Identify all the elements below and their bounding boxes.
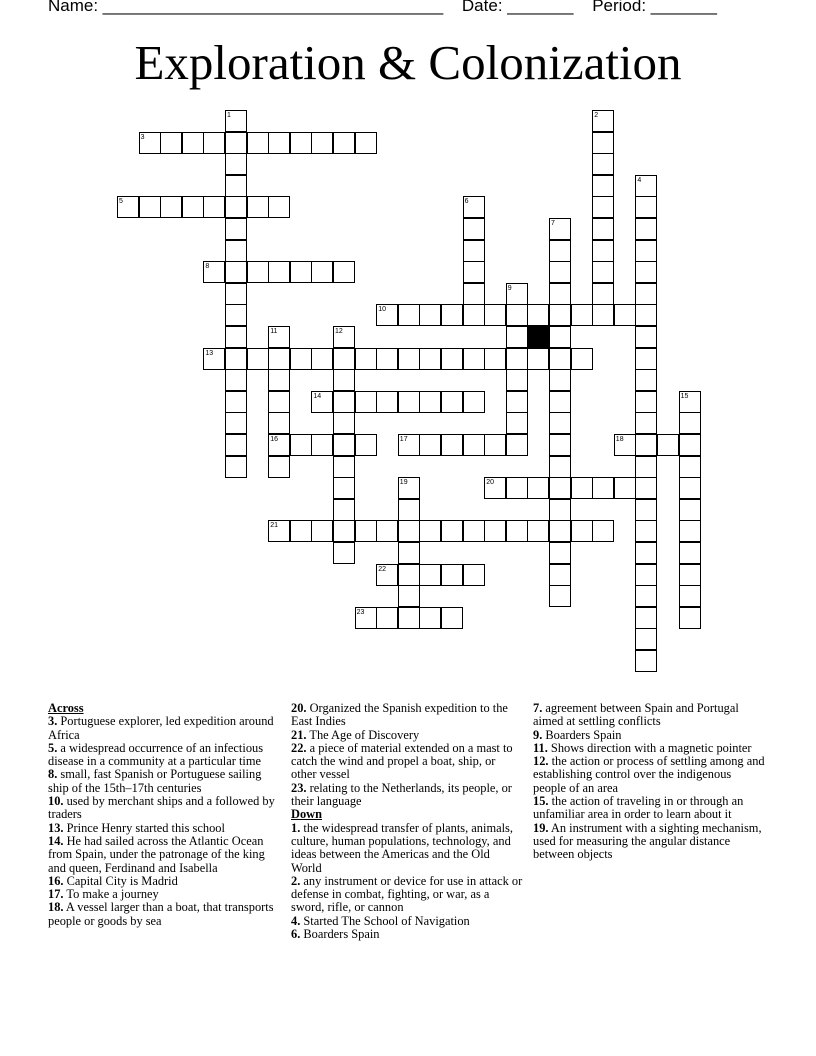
clue-text: small, fast Spanish or Portuguese sailing ship of the 15th–17th centuries bbox=[48, 767, 262, 795]
across-clue bbox=[48, 888, 280, 901]
crossword-cell[interactable] bbox=[506, 391, 528, 413]
clue-number: 7. bbox=[533, 701, 543, 715]
clue-number: 21. bbox=[291, 727, 307, 742]
clues-column-2 bbox=[291, 702, 523, 941]
crossword-cell[interactable] bbox=[592, 304, 614, 326]
across-clue bbox=[48, 795, 280, 822]
clue-number-9: 9 bbox=[507, 284, 512, 292]
crossword-cell[interactable] bbox=[355, 520, 377, 542]
crossword-cell[interactable] bbox=[419, 520, 441, 542]
crossword-cell[interactable] bbox=[333, 542, 355, 564]
clue-text: used by merchant ships and a followed by traders bbox=[48, 794, 275, 822]
crossword-cell[interactable] bbox=[614, 304, 636, 326]
crossword-cell[interactable] bbox=[225, 240, 247, 262]
crossword-cell[interactable] bbox=[333, 434, 355, 456]
crossword-cell[interactable] bbox=[592, 520, 614, 542]
clue-text: the action or process of settling among and establishing control over the indigenous people of an area bbox=[533, 754, 765, 795]
crossword-cell[interactable] bbox=[311, 348, 333, 370]
crossword-cell[interactable] bbox=[398, 564, 420, 586]
crossword-cell[interactable] bbox=[635, 326, 657, 348]
crossword-cell[interactable] bbox=[419, 434, 441, 456]
crossword-cell[interactable] bbox=[614, 477, 636, 499]
crossword-cell[interactable] bbox=[355, 434, 377, 456]
crossword-cell[interactable] bbox=[635, 456, 657, 478]
crossword-cell[interactable] bbox=[268, 196, 290, 218]
crossword-cell[interactable] bbox=[419, 607, 441, 629]
clue-number: 4. bbox=[291, 913, 301, 928]
clue-number-12: 12 bbox=[335, 328, 343, 335]
crossword-cell[interactable] bbox=[506, 326, 528, 348]
crossword-cell[interactable] bbox=[225, 412, 247, 434]
crossword-cell[interactable] bbox=[247, 132, 269, 154]
crossword-cell[interactable] bbox=[592, 261, 614, 283]
clue-text: A vessel larger than a boat, that transports people or goods by sea bbox=[48, 900, 274, 928]
down-clue bbox=[291, 875, 523, 915]
clue-text: To make a journey bbox=[66, 887, 159, 902]
clue-number: 2. bbox=[291, 873, 301, 888]
crossword-cell[interactable] bbox=[484, 520, 506, 542]
crossword-cell[interactable] bbox=[506, 477, 528, 499]
crossword-cell[interactable] bbox=[333, 499, 355, 521]
crossword-cell[interactable] bbox=[398, 520, 420, 542]
crossword-cell[interactable] bbox=[225, 261, 247, 283]
crossword-cell[interactable] bbox=[333, 369, 355, 391]
crossword-cell[interactable] bbox=[635, 564, 657, 586]
crossword-cell[interactable] bbox=[679, 564, 701, 586]
clue-number: 17. bbox=[48, 887, 64, 902]
clue-number: 8. bbox=[48, 767, 58, 782]
crossword-cell[interactable] bbox=[549, 240, 571, 262]
across-clue bbox=[48, 742, 280, 769]
crossword-cell[interactable] bbox=[592, 477, 614, 499]
crossword-cell[interactable] bbox=[398, 585, 420, 607]
crossword-cell[interactable] bbox=[679, 607, 701, 629]
clue-text: Shows direction with a magnetic pointer bbox=[550, 740, 752, 755]
crossword-cell[interactable] bbox=[506, 520, 528, 542]
crossword-cell[interactable] bbox=[225, 434, 247, 456]
clue-number-17: 17 bbox=[399, 436, 408, 443]
down-clue bbox=[533, 795, 765, 822]
crossword-cell[interactable] bbox=[441, 607, 463, 629]
crossword-cell[interactable] bbox=[441, 520, 463, 542]
crossword-cell[interactable] bbox=[268, 261, 290, 283]
clue-number: 6. bbox=[291, 927, 301, 942]
crossword-cell[interactable] bbox=[398, 391, 420, 413]
crossword-cell[interactable] bbox=[398, 607, 420, 629]
page-title: Exploration & Colonization bbox=[134, 35, 682, 90]
clue-number-8: 8 bbox=[205, 263, 210, 271]
crossword-cell[interactable] bbox=[635, 240, 657, 262]
across-clue bbox=[48, 901, 280, 928]
crossword-cell[interactable] bbox=[290, 132, 312, 154]
crossword-black-square bbox=[527, 326, 549, 348]
across-heading: Across bbox=[48, 701, 84, 715]
crossword-cell[interactable] bbox=[463, 434, 485, 456]
clue-text: agreement between Spain and Portugal aimed at settling conflicts bbox=[533, 701, 739, 729]
clue-number: 9. bbox=[533, 727, 543, 742]
clue-number: 20. bbox=[291, 701, 307, 715]
crossword-cell[interactable] bbox=[225, 326, 247, 348]
across-clue bbox=[291, 782, 523, 809]
clue-number: 23. bbox=[291, 780, 307, 795]
crossword-cell[interactable] bbox=[679, 477, 701, 499]
date-field-label[interactable]: Date: _______ bbox=[461, 0, 574, 15]
crossword-cell[interactable] bbox=[549, 564, 571, 586]
crossword-cell[interactable] bbox=[635, 650, 657, 672]
crossword-cell[interactable] bbox=[311, 132, 333, 154]
crossword-cell[interactable] bbox=[549, 520, 571, 542]
crossword-cell[interactable] bbox=[311, 520, 333, 542]
crossword-cell[interactable] bbox=[679, 542, 701, 564]
clue-number: 10. bbox=[48, 794, 64, 809]
crossword-cell[interactable] bbox=[549, 456, 571, 478]
crossword-cell[interactable] bbox=[139, 196, 161, 218]
clue-number: 13. bbox=[48, 820, 64, 835]
clue-number: 15. bbox=[533, 794, 549, 809]
crossword-cell[interactable] bbox=[635, 628, 657, 650]
crossword-cell[interactable] bbox=[549, 499, 571, 521]
down-clue bbox=[533, 729, 765, 742]
crossword-cell[interactable] bbox=[225, 132, 247, 154]
crossword-cell[interactable] bbox=[419, 304, 441, 326]
crossword-cell[interactable] bbox=[398, 542, 420, 564]
crossword-cell[interactable] bbox=[376, 391, 398, 413]
clue-number: 19. bbox=[533, 820, 549, 835]
clue-number-14: 14 bbox=[313, 392, 322, 400]
crossword-cell[interactable] bbox=[549, 477, 571, 499]
down-heading: Down bbox=[291, 807, 322, 822]
clue-text: Boarders Spain bbox=[545, 727, 622, 742]
crossword-cell[interactable] bbox=[549, 326, 571, 348]
crossword-cell[interactable] bbox=[635, 369, 657, 391]
clue-number-21: 21 bbox=[270, 522, 278, 530]
crossword-cell[interactable] bbox=[398, 348, 420, 370]
crossword-cell[interactable] bbox=[679, 520, 701, 542]
crossword-cell[interactable] bbox=[463, 261, 485, 283]
crossword-cell[interactable] bbox=[463, 348, 485, 370]
clue-number: 5. bbox=[48, 740, 58, 755]
crossword-cell[interactable] bbox=[419, 564, 441, 586]
crossword-cell[interactable] bbox=[268, 369, 290, 391]
clue-number: 12. bbox=[533, 754, 549, 769]
crossword-cell[interactable] bbox=[571, 477, 593, 499]
crossword-cell[interactable] bbox=[484, 434, 506, 456]
crossword-cell[interactable] bbox=[333, 132, 355, 154]
clue-number-22: 22 bbox=[378, 565, 386, 573]
crossword-cell[interactable] bbox=[203, 196, 225, 218]
across-clue bbox=[48, 835, 280, 875]
crossword-cell[interactable] bbox=[463, 520, 485, 542]
crossword-cell[interactable] bbox=[463, 218, 485, 240]
across-clue bbox=[48, 822, 280, 835]
crossword-cell[interactable] bbox=[182, 132, 204, 154]
clue-text: Started The School of Navigation bbox=[303, 913, 470, 928]
crossword-cell[interactable] bbox=[333, 477, 355, 499]
crossword-cell[interactable] bbox=[225, 218, 247, 240]
crossword-cell[interactable] bbox=[527, 520, 549, 542]
crossword-cell[interactable] bbox=[290, 434, 312, 456]
crossword-cell[interactable] bbox=[679, 499, 701, 521]
crossword-cell[interactable] bbox=[635, 434, 657, 456]
crossword-cell[interactable] bbox=[679, 585, 701, 607]
across-clue bbox=[48, 875, 280, 888]
crossword-cell[interactable] bbox=[679, 434, 701, 456]
down-clue bbox=[533, 742, 765, 755]
crossword-cell[interactable] bbox=[333, 348, 355, 370]
crossword-cell[interactable] bbox=[355, 132, 377, 154]
clue-text: The Age of Discovery bbox=[309, 727, 420, 742]
crossword-cell[interactable] bbox=[333, 520, 355, 542]
clue-number-16: 16 bbox=[270, 436, 278, 443]
clue-text: Portuguese explorer, led expedition around Africa bbox=[48, 714, 274, 742]
clue-text: He had sailed across the Atlantic Ocean from Spain, under the patronage of the king and queen, Ferdinand and Isabella bbox=[48, 833, 265, 875]
crossword-cell[interactable] bbox=[203, 132, 225, 154]
clue-number: 3. bbox=[48, 714, 58, 729]
clue-text: Boarders Spain bbox=[303, 927, 380, 942]
crossword-cell[interactable] bbox=[527, 348, 549, 370]
crossword-cell[interactable] bbox=[290, 520, 312, 542]
crossword-cell[interactable] bbox=[527, 477, 549, 499]
crossword-cell[interactable] bbox=[268, 348, 290, 370]
crossword-cell[interactable] bbox=[225, 391, 247, 413]
crossword-cell[interactable] bbox=[484, 348, 506, 370]
down-clue bbox=[533, 702, 765, 729]
clue-text: the widespread transfer of plants, animals, culture, human populations, technology, and ideas between the Americas and the Old World bbox=[291, 820, 513, 875]
clue-number-4: 4 bbox=[637, 176, 642, 184]
crossword-cell[interactable] bbox=[635, 261, 657, 283]
crossword-cell[interactable] bbox=[463, 304, 485, 326]
across-clue bbox=[291, 742, 523, 782]
crossword-cell[interactable] bbox=[635, 477, 657, 499]
clue-number-1: 1 bbox=[227, 112, 231, 119]
clue-number: 22. bbox=[291, 740, 307, 755]
crossword-cell[interactable] bbox=[225, 304, 247, 326]
crossword-cell[interactable] bbox=[311, 434, 333, 456]
across-clue bbox=[291, 702, 523, 729]
crossword-cell[interactable] bbox=[549, 412, 571, 434]
crossword-cell[interactable] bbox=[376, 348, 398, 370]
crossword-cell[interactable] bbox=[160, 132, 182, 154]
crossword-cell[interactable] bbox=[268, 456, 290, 478]
crossword-cell[interactable] bbox=[290, 348, 312, 370]
clue-number-3: 3 bbox=[140, 133, 145, 141]
crossword-cell[interactable] bbox=[355, 348, 377, 370]
crossword-cell[interactable] bbox=[635, 196, 657, 218]
crossword-cell[interactable] bbox=[268, 391, 290, 413]
crossword-cell[interactable] bbox=[376, 607, 398, 629]
crossword-cell[interactable] bbox=[549, 391, 571, 413]
crossword-cell[interactable] bbox=[225, 153, 247, 175]
period-field-label[interactable]: Period: _______ bbox=[592, 0, 717, 15]
clue-text: Organized the Spanish expedition to the East Indies bbox=[291, 701, 508, 729]
crossword-cell[interactable] bbox=[333, 391, 355, 413]
crossword-cell[interactable] bbox=[441, 434, 463, 456]
crossword-cell[interactable] bbox=[419, 348, 441, 370]
crossword-cell[interactable] bbox=[549, 261, 571, 283]
crossword-cell[interactable] bbox=[333, 412, 355, 434]
crossword-cell[interactable] bbox=[635, 542, 657, 564]
crossword-cell[interactable] bbox=[592, 283, 614, 305]
crossword-cell[interactable] bbox=[182, 196, 204, 218]
crossword-cell[interactable] bbox=[311, 261, 333, 283]
crossword-cell[interactable] bbox=[635, 499, 657, 521]
crossword-cell[interactable] bbox=[549, 542, 571, 564]
crossword-cell[interactable] bbox=[679, 412, 701, 434]
crossword-cell[interactable] bbox=[571, 304, 593, 326]
crossword-cell[interactable] bbox=[592, 240, 614, 262]
crossword-cell[interactable] bbox=[635, 348, 657, 370]
crossword-cell[interactable] bbox=[333, 261, 355, 283]
clue-number-23: 23 bbox=[356, 608, 365, 616]
crossword-cell[interactable] bbox=[549, 304, 571, 326]
crossword-cell[interactable] bbox=[592, 153, 614, 175]
across-clue bbox=[48, 768, 280, 795]
crossword-cell[interactable] bbox=[376, 520, 398, 542]
crossword-cell[interactable] bbox=[549, 348, 571, 370]
clue-text: Capital City is Madrid bbox=[66, 873, 178, 888]
crossword-cell[interactable] bbox=[657, 434, 679, 456]
clue-text: An instrument with a sighting mechanism, used for measuring the angular distance between objects bbox=[533, 820, 762, 862]
crossword-cell[interactable] bbox=[441, 564, 463, 586]
clue-number: 1. bbox=[291, 820, 301, 835]
crossword-cell[interactable] bbox=[549, 585, 571, 607]
crossword-cell[interactable] bbox=[506, 304, 528, 326]
crossword-cell[interactable] bbox=[463, 391, 485, 413]
crossword-cell[interactable] bbox=[463, 564, 485, 586]
crossword-cell[interactable] bbox=[506, 434, 528, 456]
crossword-cell[interactable] bbox=[592, 175, 614, 197]
crossword-cell[interactable] bbox=[225, 348, 247, 370]
crossword-cell[interactable] bbox=[635, 304, 657, 326]
name-field-label[interactable]: Name: ____________________________________ bbox=[48, 0, 444, 15]
crossword-cell[interactable] bbox=[398, 304, 420, 326]
clue-number-15: 15 bbox=[680, 392, 689, 400]
crossword-cell[interactable] bbox=[592, 218, 614, 240]
down-clue bbox=[533, 822, 765, 862]
crossword-cell[interactable] bbox=[463, 283, 485, 305]
clue-number: 16. bbox=[48, 873, 64, 888]
crossword-cell[interactable] bbox=[592, 196, 614, 218]
crossword-cell[interactable] bbox=[290, 261, 312, 283]
down-clue bbox=[291, 915, 523, 928]
clue-number-20: 20 bbox=[486, 479, 494, 487]
clues-column-3 bbox=[533, 702, 765, 862]
down-clue bbox=[533, 755, 765, 795]
crossword-cell[interactable] bbox=[247, 261, 269, 283]
clue-text: Prince Henry started this school bbox=[66, 820, 225, 835]
clue-number-18: 18 bbox=[615, 436, 624, 443]
crossword-cell[interactable] bbox=[635, 412, 657, 434]
clue-number: 18. bbox=[48, 900, 64, 915]
crossword-cell[interactable] bbox=[160, 196, 182, 218]
clue-number-7: 7 bbox=[551, 220, 555, 227]
down-clue bbox=[291, 928, 523, 941]
clues-column-1 bbox=[48, 702, 280, 928]
clue-number: 14. bbox=[48, 833, 64, 848]
crossword-cell[interactable] bbox=[225, 369, 247, 391]
crossword-cell[interactable] bbox=[441, 304, 463, 326]
clue-number-19: 19 bbox=[399, 479, 408, 487]
crossword-cell[interactable] bbox=[247, 348, 269, 370]
crossword-cell[interactable] bbox=[635, 283, 657, 305]
crossword-cell[interactable] bbox=[506, 348, 528, 370]
crossword-cell[interactable] bbox=[506, 412, 528, 434]
clue-number-13: 13 bbox=[205, 349, 214, 357]
clue-text: a piece of material extended on a mast to catch the wind and propel a boat, ship, or other vessel bbox=[291, 740, 513, 782]
crossword-cell[interactable] bbox=[571, 520, 593, 542]
clue-number-10: 10 bbox=[378, 306, 386, 314]
clue-number-5: 5 bbox=[119, 198, 123, 206]
crossword-cell[interactable] bbox=[333, 456, 355, 478]
crossword-cell[interactable] bbox=[247, 196, 269, 218]
crossword-cell[interactable] bbox=[549, 434, 571, 456]
crossword-cell[interactable] bbox=[592, 132, 614, 154]
down-clue bbox=[291, 822, 523, 875]
crossword-cell[interactable] bbox=[225, 175, 247, 197]
crossword-cell[interactable] bbox=[527, 304, 549, 326]
crossword-cell[interactable] bbox=[441, 348, 463, 370]
crossword-cell[interactable] bbox=[549, 283, 571, 305]
crossword-cell[interactable] bbox=[679, 456, 701, 478]
crossword-cell[interactable] bbox=[635, 607, 657, 629]
crossword-cell[interactable] bbox=[225, 196, 247, 218]
clue-number-2: 2 bbox=[594, 112, 599, 119]
crossword-cell[interactable] bbox=[635, 520, 657, 542]
crossword-cell[interactable] bbox=[441, 391, 463, 413]
crossword-cell[interactable] bbox=[549, 369, 571, 391]
clue-text: any instrument or device for use in attack or defense in combat, fighting, or war, as a sword, rifle, or cannon bbox=[291, 873, 523, 915]
crossword-cell[interactable] bbox=[225, 283, 247, 305]
crossword-cell[interactable] bbox=[635, 585, 657, 607]
clue-number: 11. bbox=[533, 740, 548, 755]
crossword-cell[interactable] bbox=[419, 391, 441, 413]
crossword-cell[interactable] bbox=[463, 240, 485, 262]
clue-text: the action of traveling in or through an unfamiliar area in order to learn about it bbox=[533, 794, 744, 822]
crossword-cell[interactable] bbox=[268, 412, 290, 434]
clue-text: a widespread occurrence of an infectious disease in a community at a particular time bbox=[48, 740, 264, 769]
crossword-cell[interactable] bbox=[506, 369, 528, 391]
clue-number-11: 11 bbox=[270, 328, 278, 335]
crossword-cell[interactable] bbox=[635, 218, 657, 240]
crossword-cell[interactable] bbox=[571, 348, 593, 370]
crossword-cell[interactable] bbox=[484, 304, 506, 326]
clue-number-6: 6 bbox=[464, 198, 469, 206]
across-clue bbox=[48, 715, 280, 742]
clue-text: relating to the Netherlands, its people, or their language bbox=[291, 780, 512, 809]
crossword-cell[interactable] bbox=[225, 456, 247, 478]
crossword-cell[interactable] bbox=[268, 132, 290, 154]
crossword-cell[interactable] bbox=[635, 391, 657, 413]
across-clue bbox=[291, 729, 523, 742]
crossword-cell[interactable] bbox=[398, 499, 420, 521]
crossword-cell[interactable] bbox=[355, 391, 377, 413]
